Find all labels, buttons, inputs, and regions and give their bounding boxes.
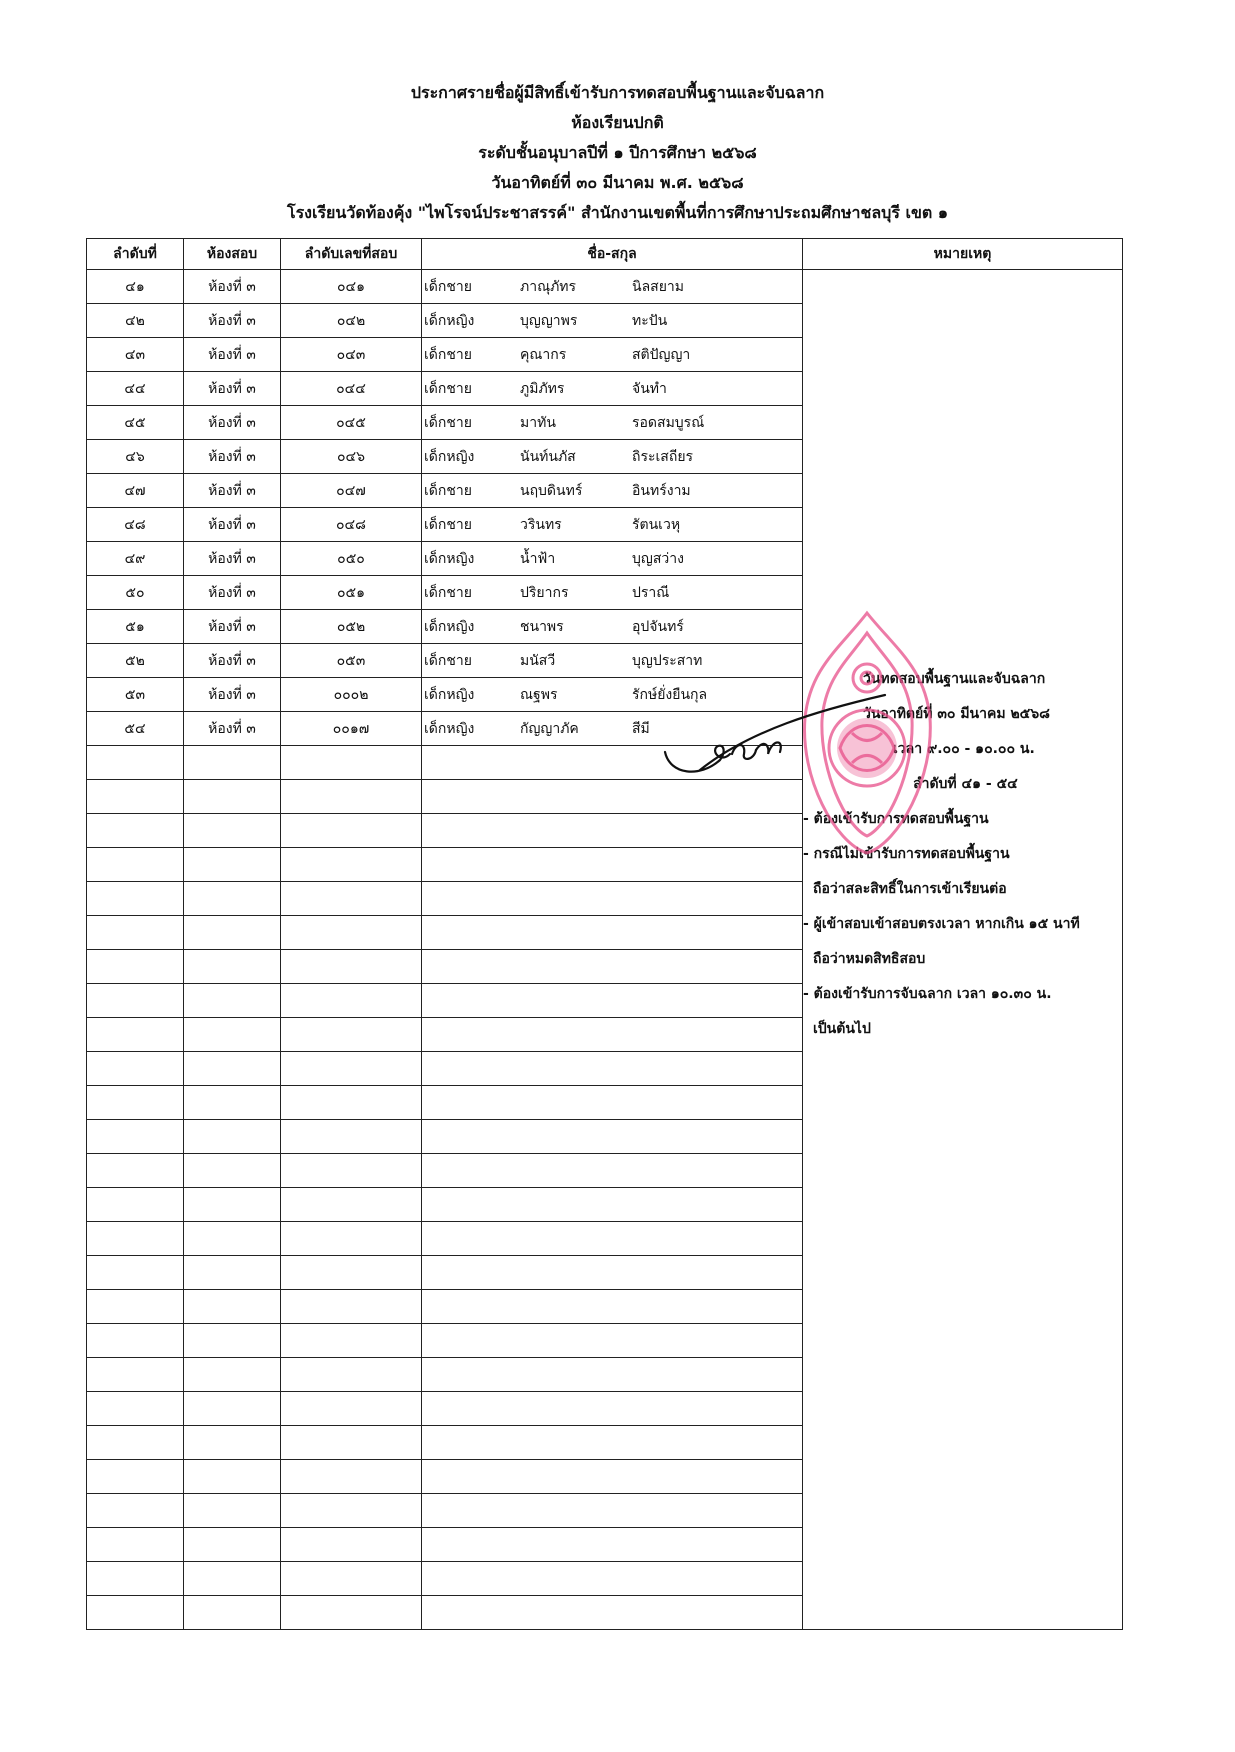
cell-seat <box>281 848 422 882</box>
last-name: ถิระเสถียร <box>632 448 694 465</box>
cell-name <box>422 1018 803 1052</box>
col-no-header: ลำดับที่ <box>87 239 184 270</box>
cell-room <box>184 1494 281 1528</box>
remark-line: วันทดสอบพื้นฐานและจับฉลาก <box>863 671 1046 687</box>
cell-seat <box>281 814 422 848</box>
cell-name <box>422 1256 803 1290</box>
remark-line: - ผู้เข้าสอบเข้าสอบตรงเวลา หากเกิน ๑๕ นาที <box>803 916 1080 932</box>
name-title: เด็กชาย <box>424 278 472 295</box>
cell-seat <box>281 882 422 916</box>
first-name: นฤบดินทร์ <box>520 482 583 499</box>
cell-room <box>184 1528 281 1562</box>
cell-room <box>184 1460 281 1494</box>
last-name: นิลสยาม <box>632 278 684 295</box>
name-title: เด็กหญิง <box>424 686 475 703</box>
cell-room <box>184 780 281 814</box>
cell-seat <box>281 950 422 984</box>
cell-room: ห้องที่ ๓ <box>184 542 281 576</box>
cell-no <box>87 1256 184 1290</box>
first-name: ภูมิภัทร <box>520 380 565 397</box>
cell-name <box>422 644 803 678</box>
cell-no <box>87 882 184 916</box>
cell-name <box>422 1154 803 1188</box>
cell-room <box>184 1358 281 1392</box>
cell-seat <box>281 1018 422 1052</box>
cell-no <box>87 1596 184 1630</box>
cell-no <box>87 1426 184 1460</box>
cell-seat <box>281 1154 422 1188</box>
last-name: ปราณี <box>632 584 670 601</box>
cell-seat: ๐๕๑ <box>281 576 422 610</box>
first-name: ณฐพร <box>520 686 558 703</box>
cell-no <box>87 1154 184 1188</box>
cell-room <box>184 1596 281 1630</box>
first-name: ชนาพร <box>520 618 564 635</box>
cell-no: ๔๖ <box>87 440 184 474</box>
cell-name <box>422 1290 803 1324</box>
first-name: น้ำฟ้า <box>520 550 556 567</box>
cell-seat <box>281 1358 422 1392</box>
cell-seat: ๐๕๐ <box>281 542 422 576</box>
cell-name <box>422 1222 803 1256</box>
cell-seat <box>281 1562 422 1596</box>
col-seat-header: ลำดับเลขที่สอบ <box>281 239 422 270</box>
cell-room <box>184 1154 281 1188</box>
cell-room <box>184 1018 281 1052</box>
cell-no <box>87 1494 184 1528</box>
cell-room <box>184 814 281 848</box>
cell-room <box>184 1562 281 1596</box>
first-name: วรินทร <box>520 516 562 533</box>
cell-name <box>422 440 803 474</box>
cell-no <box>87 950 184 984</box>
cell-seat: ๐๕๓ <box>281 644 422 678</box>
cell-seat <box>281 1256 422 1290</box>
cell-room <box>184 1290 281 1324</box>
last-name: อุปจันทร์ <box>632 618 684 635</box>
remark-line: ถือว่าสละสิทธิ์ในการเข้าเรียนต่อ <box>813 881 1007 897</box>
cell-seat <box>281 1188 422 1222</box>
cell-no <box>87 1324 184 1358</box>
cell-no: ๕๒ <box>87 644 184 678</box>
cell-name <box>422 372 803 406</box>
cell-no: ๔๗ <box>87 474 184 508</box>
cell-name <box>422 270 803 304</box>
header-line-3: ระดับชั้นอนุบาลปีที่ ๑ ปีการศึกษา ๒๕๖๘ <box>478 143 757 162</box>
col-remark-header: หมายเหตุ <box>803 239 1123 270</box>
remark-line: - ต้องเข้ารับการทดสอบพื้นฐาน <box>803 811 989 827</box>
name-title: เด็กชาย <box>424 414 472 431</box>
cell-no: ๔๓ <box>87 338 184 372</box>
cell-name <box>422 882 803 916</box>
cell-no <box>87 1392 184 1426</box>
cell-seat <box>281 780 422 814</box>
cell-no <box>87 1358 184 1392</box>
name-title: เด็กชาย <box>424 380 472 397</box>
remark-line: วันอาทิตย์ที่ ๓๐ มีนาคม ๒๕๖๘ <box>863 706 1050 722</box>
cell-seat: ๐๔๔ <box>281 372 422 406</box>
cell-seat <box>281 746 422 780</box>
cell-no: ๕๐ <box>87 576 184 610</box>
cell-seat <box>281 1086 422 1120</box>
cell-seat: ๐๕๒ <box>281 610 422 644</box>
first-name: มนัสวี <box>520 652 556 669</box>
last-name: สติปัญญา <box>632 346 691 363</box>
cell-no: ๔๒ <box>87 304 184 338</box>
last-name: รักษ์ยั่งยืนกุล <box>632 686 708 703</box>
cell-seat <box>281 984 422 1018</box>
last-name: บุญประสาท <box>632 652 703 669</box>
cell-name <box>422 1120 803 1154</box>
name-title: เด็กชาย <box>424 482 472 499</box>
cell-name <box>422 474 803 508</box>
last-name: อินทร์งาม <box>632 482 691 499</box>
cell-room <box>184 1052 281 1086</box>
cell-name <box>422 916 803 950</box>
cell-no: ๔๙ <box>87 542 184 576</box>
cell-seat <box>281 1222 422 1256</box>
header-line-2: ห้องเรียนปกติ <box>571 113 664 132</box>
name-title: เด็กหญิง <box>424 550 475 567</box>
cell-no <box>87 780 184 814</box>
cell-no: ๔๘ <box>87 508 184 542</box>
cell-room: ห้องที่ ๓ <box>184 406 281 440</box>
cell-room <box>184 1188 281 1222</box>
name-title: เด็กชาย <box>424 516 472 533</box>
cell-name <box>422 950 803 984</box>
cell-no <box>87 1460 184 1494</box>
name-title: เด็กชาย <box>424 346 472 363</box>
first-name: ปริยากร <box>520 584 569 601</box>
col-room-header: ห้องสอบ <box>184 239 281 270</box>
cell-name <box>422 1528 803 1562</box>
cell-no <box>87 1528 184 1562</box>
cell-no: ๕๓ <box>87 678 184 712</box>
first-name: คุณากร <box>520 346 567 363</box>
cell-no: ๕๑ <box>87 610 184 644</box>
document-header <box>0 78 1235 228</box>
cell-seat <box>281 1290 422 1324</box>
last-name: บุญสว่าง <box>632 550 684 567</box>
cell-room <box>184 1392 281 1426</box>
cell-no <box>87 814 184 848</box>
signature <box>660 690 890 790</box>
cell-room: ห้องที่ ๓ <box>184 338 281 372</box>
cell-room: ห้องที่ ๓ <box>184 270 281 304</box>
cell-room <box>184 1222 281 1256</box>
cell-room <box>184 1086 281 1120</box>
last-name: สีมี <box>632 720 650 737</box>
cell-room: ห้องที่ ๓ <box>184 372 281 406</box>
cell-name <box>422 1460 803 1494</box>
table-row <box>87 270 1123 304</box>
cell-seat: ๐๔๗ <box>281 474 422 508</box>
cell-no <box>87 1222 184 1256</box>
cell-seat <box>281 1052 422 1086</box>
cell-name <box>422 848 803 882</box>
cell-room <box>184 1256 281 1290</box>
cell-name <box>422 1358 803 1392</box>
cell-seat <box>281 1494 422 1528</box>
cell-no: ๔๔ <box>87 372 184 406</box>
remark-line: - กรณีไม่เข้ารับการทดสอบพื้นฐาน <box>803 846 1010 862</box>
cell-name <box>422 1086 803 1120</box>
header-line-5: โรงเรียนวัดท้องคุ้ง "ไพโรจน์ประชาสรรค์" สำนักงานเขตพื้นที่การศึกษาประถมศึกษาชลบุรี เขต ๑ <box>286 203 949 222</box>
cell-no <box>87 1120 184 1154</box>
cell-name <box>422 984 803 1018</box>
cell-seat: ๐๐๐๒ <box>281 678 422 712</box>
cell-room <box>184 950 281 984</box>
name-title: เด็กหญิง <box>424 720 475 737</box>
cell-no <box>87 1086 184 1120</box>
cell-room: ห้องที่ ๓ <box>184 576 281 610</box>
cell-no: ๔๑ <box>87 270 184 304</box>
cell-name <box>422 1562 803 1596</box>
cell-name <box>422 576 803 610</box>
last-name: ทะปัน <box>632 312 668 329</box>
cell-seat: ๐๔๘ <box>281 508 422 542</box>
cell-no <box>87 916 184 950</box>
name-title: เด็กชาย <box>424 652 472 669</box>
cell-seat <box>281 1324 422 1358</box>
cell-seat: ๐๔๕ <box>281 406 422 440</box>
cell-no: ๔๕ <box>87 406 184 440</box>
cell-name <box>422 406 803 440</box>
last-name: รัตนเวหุ <box>632 516 681 533</box>
cell-room: ห้องที่ ๓ <box>184 644 281 678</box>
cell-room <box>184 882 281 916</box>
remark-line: - ต้องเข้ารับการจับฉลาก เวลา ๑๐.๓๐ น. <box>803 986 1052 1002</box>
cell-seat: ๐๔๒ <box>281 304 422 338</box>
cell-no <box>87 1018 184 1052</box>
cell-room <box>184 1426 281 1460</box>
remark-line: เวลา ๙.๐๐ - ๑๐.๐๐ น. <box>893 741 1035 757</box>
cell-seat <box>281 1392 422 1426</box>
cell-name <box>422 610 803 644</box>
first-name: บุญญาพร <box>520 312 578 329</box>
first-name: มาทัน <box>520 414 556 431</box>
cell-room <box>184 746 281 780</box>
cell-room <box>184 916 281 950</box>
cell-room: ห้องที่ ๓ <box>184 678 281 712</box>
cell-name <box>422 338 803 372</box>
cell-seat <box>281 1426 422 1460</box>
cell-name <box>422 1324 803 1358</box>
first-name: ภาณุภัทร <box>520 278 577 295</box>
cell-no <box>87 1052 184 1086</box>
cell-room: ห้องที่ ๓ <box>184 508 281 542</box>
remark-line: ลำดับที่ ๔๑ - ๕๔ <box>913 776 1018 792</box>
cell-name <box>422 1052 803 1086</box>
cell-no <box>87 1188 184 1222</box>
remark-line: เป็นต้นไป <box>813 1021 871 1037</box>
cell-seat: ๐๔๑ <box>281 270 422 304</box>
cell-no <box>87 1562 184 1596</box>
cell-seat: ๐๐๑๗ <box>281 712 422 746</box>
cell-name <box>422 542 803 576</box>
cell-no: ๕๔ <box>87 712 184 746</box>
cell-seat <box>281 1596 422 1630</box>
cell-seat <box>281 1528 422 1562</box>
last-name: จันทำ <box>632 380 667 397</box>
cell-name <box>422 1426 803 1460</box>
cell-name <box>422 814 803 848</box>
cell-seat <box>281 916 422 950</box>
cell-seat: ๐๔๖ <box>281 440 422 474</box>
cell-seat: ๐๔๓ <box>281 338 422 372</box>
name-title: เด็กหญิง <box>424 448 475 465</box>
name-title: เด็กหญิง <box>424 618 475 635</box>
cell-name <box>422 304 803 338</box>
cell-room: ห้องที่ ๓ <box>184 712 281 746</box>
cell-no <box>87 984 184 1018</box>
cell-name <box>422 1188 803 1222</box>
cell-room: ห้องที่ ๓ <box>184 610 281 644</box>
cell-room <box>184 848 281 882</box>
cell-room <box>184 984 281 1018</box>
cell-seat <box>281 1460 422 1494</box>
col-name-header: ชื่อ-สกุล <box>422 239 803 270</box>
cell-seat <box>281 1120 422 1154</box>
cell-room: ห้องที่ ๓ <box>184 474 281 508</box>
name-title: เด็กชาย <box>424 584 472 601</box>
table-header-row <box>87 239 1123 270</box>
cell-room <box>184 1324 281 1358</box>
cell-name <box>422 508 803 542</box>
remark-line: ถือว่าหมดสิทธิสอบ <box>813 951 926 967</box>
header-line-1: ประกาศรายชื่อผู้มีสิทธิ์เข้ารับการทดสอบพื้นฐานและจับฉลาก <box>410 83 825 102</box>
cell-no <box>87 1290 184 1324</box>
cell-no <box>87 848 184 882</box>
cell-no <box>87 746 184 780</box>
cell-room <box>184 1120 281 1154</box>
cell-name <box>422 1494 803 1528</box>
first-name: กัญญาภัค <box>520 720 579 737</box>
header-line-4: วันอาทิตย์ที่ ๓๐ มีนาคม พ.ศ. ๒๕๖๘ <box>491 173 744 192</box>
last-name: รอดสมบูรณ์ <box>632 414 705 431</box>
cell-room: ห้องที่ ๓ <box>184 304 281 338</box>
first-name: นันท์นภัส <box>520 448 576 465</box>
cell-name <box>422 1596 803 1630</box>
cell-name <box>422 1392 803 1426</box>
cell-room: ห้องที่ ๓ <box>184 440 281 474</box>
name-title: เด็กหญิง <box>424 312 475 329</box>
